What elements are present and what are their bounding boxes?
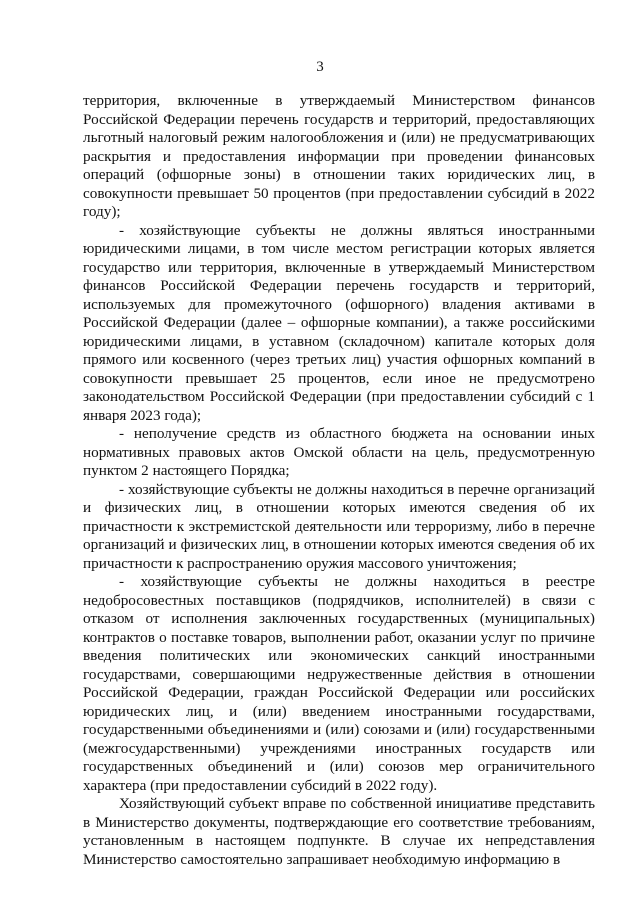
paragraph-continuation: территория, включенные в утверждаемый Министерством финансов Российской Федерации перечень государств и территорий, предоставляющих льготный налоговый режим налогообложения и (или) не предусматривающих раскрытия и предоставления информации при проведении финансовых операций (офшорные зоны) в отношении таких юридических лиц, в совокупности превышает 50 процентов (при предоставлении субсидий в 2022 году); [83, 92, 595, 220]
document-body [83, 92, 595, 869]
page-number: 3 [316, 59, 324, 75]
paragraph-unfair-suppliers-registry: - хозяйствующие субъекты не должны находиться в реестре недобросовестных поставщиков (подрядчиков, исполнителей) в связи с отказом от исполнения заключенных государственных (муниципальных) контрактов о поставке товаров, выполнении работ, оказании услуг по причине введения политических или экономических санкций иностранными государствами, совершающими недружественные действия в отношении Российской Федерации, граждан Российской Федерации или российских юридических лиц, и (или) введением иностранными государствами, государственными объединениями и (или) союзами и (или) государственными (межгосударственными) учреждениями иностранных государств или государственных объединений и (или) союзов мер ограничительного характера (при предоставлении субсидий в 2022 году). [83, 573, 595, 794]
paragraph-offshore-requirement: - хозяйствующие субъекты не должны являться иностранными юридическими лицами, в том числе местом регистрации которых является государство или территория, включенные в утверждаемый Министерством финансов Российской Федерации перечень государств и территорий, используемых для промежуточного (офшорного) владения активами в Российской Федерации (далее – офшорные компании), а также российскими юридическими лицами, в уставном (складочном) капитале которых доля прямого или косвенного (через третьих лиц) участия офшорных компаний в совокупности превышает 25 процентов, если иное не предусмотрено законодательством Российской Федерации (при предоставлении субсидий с 1 января 2023 года); [83, 221, 595, 424]
paragraph-own-initiative-documents: Хозяйствующий субъект вправе по собственной инициативе представить в Министерство документы, подтверждающие его соответствие требованиям, установленным в настоящем подпункте. В случае их непредставления Министерство самостоятельно запрашивает необходимую информацию в [83, 795, 595, 868]
paragraph-no-other-funds: - неполучение средств из областного бюджета на основании иных нормативных правовых актов Омской области на цель, предусмотренную пунктом 2 настоящего Порядка; [83, 425, 595, 479]
paragraph-extremism-list: - хозяйствующие субъекты не должны находиться в перечне организаций и физических лиц, в отношении которых имеются сведения об их причастности к экстремистской деятельности или терроризму, либо в перечне организаций и физических лиц, в отношении которых имеются сведения об их причастности к распространению оружия массового уничтожения; [83, 480, 595, 572]
